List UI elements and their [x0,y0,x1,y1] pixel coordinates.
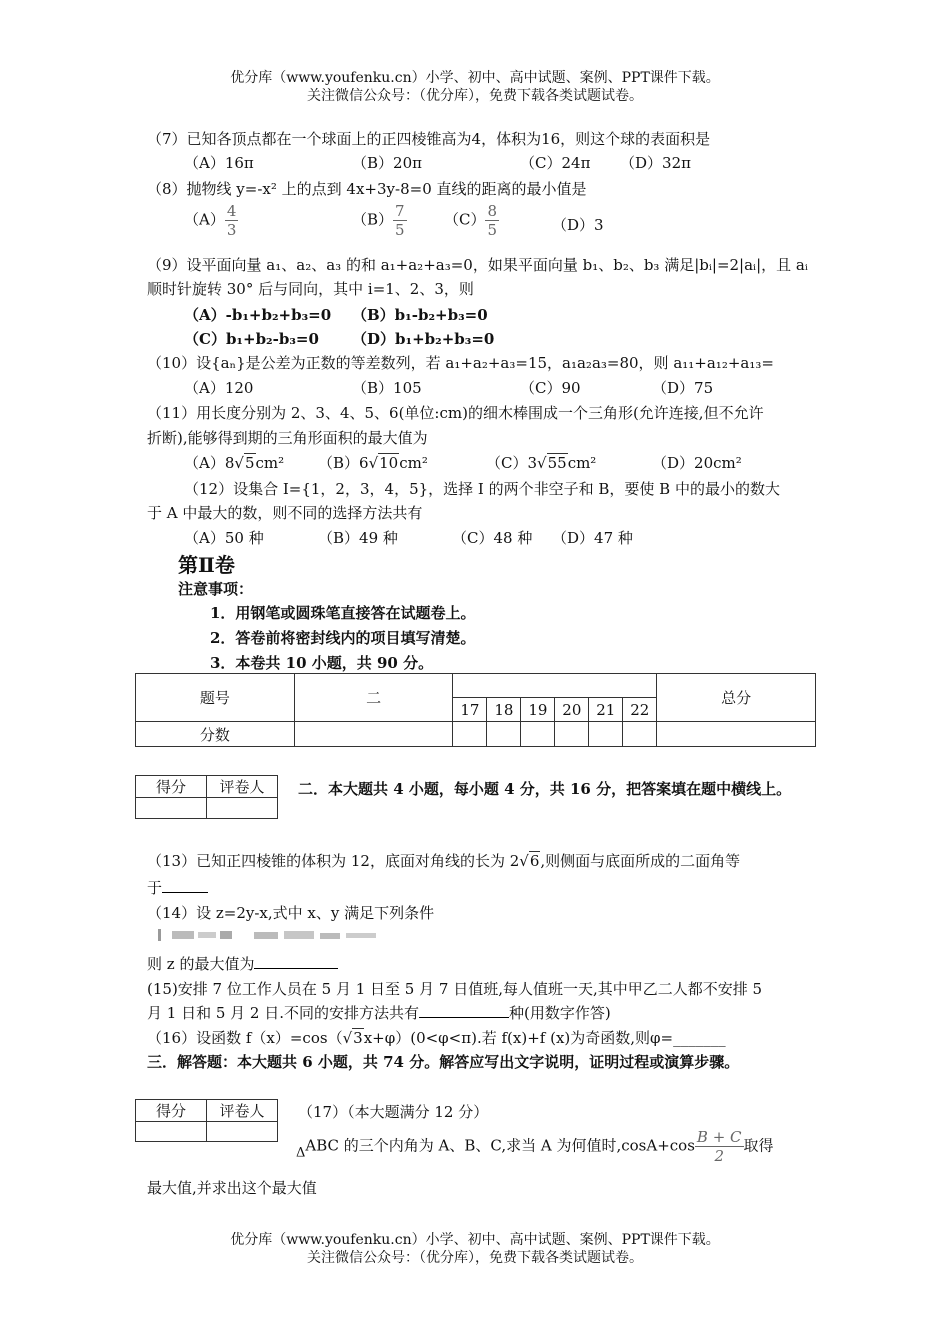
q9-stem-line-1: （9）设平面向量 a₁、a₂、a₃ 的和 a₁+a₂+a₃=0，如果平面向量 b₁、b₂、b₃ 满足|bᵢ|=2|aᵢ|，且 aᵢ [147,256,808,274]
q8-c-num: 8 [487,202,498,220]
q15-answer-blank[interactable] [419,1017,509,1018]
q15-text-b: 种(用数字作答) [509,1004,611,1022]
footer-line-1: 优分库（www.youfenku.cn）小学、初中、高中试题、案例、PPT课件下载。 [230,1232,720,1248]
grader-box-section2 [135,775,278,819]
q13-radicand: 6 [529,852,540,870]
score-table-cell-er [294,722,453,747]
q7-option-c: （C）24π [520,154,591,172]
grader2-score-label: 得分 [136,1100,207,1122]
q8-option-b [352,202,407,239]
q10-option-b: （B）105 [352,379,422,397]
q16-pre: （16）设函数 f（x）=cos（ [147,1029,343,1047]
q14-conditions-image [158,927,380,939]
q15-stem-line-2 [147,1002,611,1023]
grader2-reviewer-label: 评卷人 [207,1100,278,1122]
q8-c-den: 5 [487,221,498,239]
q11-c-sqrt: √55 [537,454,567,472]
q8-c-label: （C） [444,210,486,229]
q9-option-a: （A）-b₁+b₂+b₃=0 [184,306,332,324]
score-table-header-span [453,674,657,698]
part2-title: 第Ⅱ卷 [178,553,235,577]
part2-item-1: 1．用钢笔或圆珠笔直接答在试题卷上。 [210,604,476,622]
q13-sqrt: √6 [519,852,540,870]
q7-option-a: （A）16π [184,154,254,172]
q8-option-d: （D）3 [552,216,604,234]
q13-answer-blank[interactable] [162,892,208,893]
grader-reviewer-cell [207,798,278,819]
q12-option-c: （C）48 种 [452,529,533,547]
q17-frac-den: 2 [714,1147,724,1165]
q17-stem-line-1 [296,1128,774,1165]
score-table-num-20: 20 [555,698,589,722]
q11-option-a [184,452,284,473]
section3-title: 三．解答题：本大题共 6 小题，共 74 分。解答应写出文字说明，证明过程或演算步骤。 [147,1053,740,1071]
q11-option-b [318,452,428,473]
q13-text: （13）已知正四棱锥的体积为 12，底面对角线的长为 2 [147,852,520,870]
q11-b-radicand: 10 [379,454,399,472]
score-table-num-21: 21 [589,698,623,722]
score-table-cell-21 [589,722,623,747]
q12-option-b: （B）49 种 [318,529,398,547]
q10-option-d: （D）75 [652,379,714,397]
q16-mid: x+φ）(0<φ<π).若 f(x)+f (x)为奇函数,则φ= [363,1029,674,1047]
q8-a-fraction [225,202,239,239]
q14-stem: （14）设 z=2y-x,式中 x、y 满足下列条件 [147,904,435,922]
q12-stem-line-1: （12）设集合 I={1，2，3，4，5}，选择 I 的两个非空子和 B，要使 B 中的最小的数大 [184,480,780,498]
q11-stem-line-1: （11）用长度分别为 2、3、4、5、6(单位:cm)的细木棒围成一个三角形(允许连接,但不允许 [147,404,764,422]
q17-frac-num: B + C [696,1128,742,1146]
score-table-cell-17 [453,722,487,747]
q11-b-sqrt: √10 [368,454,399,472]
q16-answer-blank[interactable]: _______ [673,1029,726,1047]
part2-item-3: 3．本卷共 10 小题，共 90 分。 [210,654,434,672]
q13-text-2: 于 [147,879,163,897]
q14-answer-blank[interactable] [254,968,338,969]
q17-fraction [695,1128,744,1165]
q13-stem-line-1 [147,850,740,871]
grader2-reviewer-cell [207,1122,278,1142]
q8-option-c [444,202,499,239]
q11-option-c [486,452,596,473]
q11-c-prefix: （C）3 [486,454,538,472]
q17-title: （17）（本大题满分 12 分） [298,1103,489,1121]
q17-delta-symbol: Δ [296,1145,306,1161]
q11-a-sqrt: √5 [234,454,255,472]
q9-option-d: （D）b₁+b₂+b₃=0 [352,330,495,348]
score-table-header-total: 总分 [657,674,816,722]
q11-a-radicand: 5 [244,454,255,472]
q9-option-c: （C）b₁+b₂-b₃=0 [184,330,319,348]
q11-option-d: （D）20cm² [652,454,742,472]
q13-text-b: ,则侧面与底面所成的二面角等 [540,852,741,870]
q7-stem: （7）已知各顶点都在一个球面上的正四棱锥高为4，体积为16，则这个球的表面积是 [147,130,711,148]
q15-text-a: 月 1 日和 5 月 2 日.不同的安排方法共有 [147,1004,420,1022]
q11-b-prefix: （B）6 [318,454,369,472]
grader2-score-cell [136,1122,207,1142]
q17-text: ABC 的三个内角为 A、B、C,求当 A 为何值时,cosA+cos [305,1136,695,1155]
q11-c-unit: cm² [567,454,597,472]
q12-stem-line-2: 于 A 中最大的数，则不同的选择方法共有 [147,504,423,522]
q8-a-label: （A） [184,210,225,229]
q9-stem-line-2: 顺时针旋转 30° 后与同向，其中 i=1、2、3，则 [147,280,474,298]
q11-stem-line-2: 折断),能够得到期的三角形面积的最大值为 [147,429,428,447]
q14-result-text: 则 z 的最大值为 [147,955,255,973]
q17-stem-line-2: 最大值,并求出这个最大值 [147,1179,317,1197]
q9-option-b: （B）b₁-b₂+b₃=0 [352,306,488,324]
score-table-cell-18 [487,722,521,747]
q8-option-a [184,202,238,239]
grader-score-label: 得分 [136,776,207,798]
q7-option-d: （D）32π [620,154,691,172]
grader-reviewer-label: 评卷人 [207,776,278,798]
score-table-header-er: 二 [294,674,453,722]
q16-stem [147,1027,726,1048]
score-table [135,673,816,747]
score-table-cell-total [657,722,816,747]
q11-b-unit: cm² [399,454,428,472]
header-line-2: 关注微信公众号：（优分库），免费下载各类试题试卷。 [307,88,643,104]
q8-b-den: 5 [395,221,405,239]
score-table-num-17: 17 [453,698,487,722]
q8-c-fraction [485,202,499,239]
q8-a-den: 3 [226,221,237,239]
q16-sqrt: √3 [342,1029,363,1047]
q8-b-fraction [393,202,407,239]
q10-stem: （10）设{aₙ}是公差为正数的等差数列，若 a₁+a₂+a₃=15，a₁a₂a₃=80，则 a₁₁+a₁₂+a₁₃= [147,354,774,372]
q8-b-num: 7 [395,202,405,220]
score-table-cell-22 [623,722,657,747]
q12-option-d: （D）47 种 [552,529,633,547]
score-table-num-19: 19 [521,698,555,722]
q14-result-line [147,953,338,974]
q17-text-b: 取得 [743,1136,774,1155]
grader-score-cell [136,798,207,819]
q16-radicand: 3 [353,1029,363,1047]
grader-box-q17 [135,1099,278,1142]
part2-notice: 注意事项： [178,580,254,598]
q10-option-c: （C）90 [520,379,581,397]
q13-stem-line-2 [147,877,208,898]
q12-option-a: （A）50 种 [184,529,264,547]
part2-item-2: 2．答卷前将密封线内的项目填写清楚。 [210,629,476,647]
q15-stem-line-1: (15)安排 7 位工作人员在 5 月 1 日至 5 月 7 日值班,每人值班一天,其中甲乙二人都不安排 5 [147,980,763,998]
header-line-1: 优分库（www.youfenku.cn）小学、初中、高中试题、案例、PPT课件下载。 [230,70,720,86]
q14-conditions-graphic [158,929,380,941]
q8-a-num: 4 [226,202,237,220]
score-table-cell-20 [555,722,589,747]
section2-title: 二．本大题共 4 小题，每小题 4 分，共 16 分，把答案填在题中横线上。 [298,780,792,798]
q8-stem: （8）抛物线 y=-x² 上的点到 4x+3y-8=0 直线的距离的最小值是 [147,180,587,198]
score-table-num-18: 18 [487,698,521,722]
q11-a-prefix: （A）8 [184,454,235,472]
q11-a-unit: cm² [255,454,285,472]
q8-b-label: （B） [352,210,394,229]
q11-c-radicand: 55 [547,454,567,472]
score-table-row-score-label: 分数 [136,722,295,747]
score-table-header-tihao: 题号 [136,674,295,722]
footer-line-2: 关注微信公众号：（优分库），免费下载各类试题试卷。 [307,1250,643,1266]
score-table-cell-19 [521,722,555,747]
score-table-num-22: 22 [623,698,657,722]
q7-option-b: （B）20π [352,154,422,172]
q10-option-a: （A）120 [184,379,254,397]
